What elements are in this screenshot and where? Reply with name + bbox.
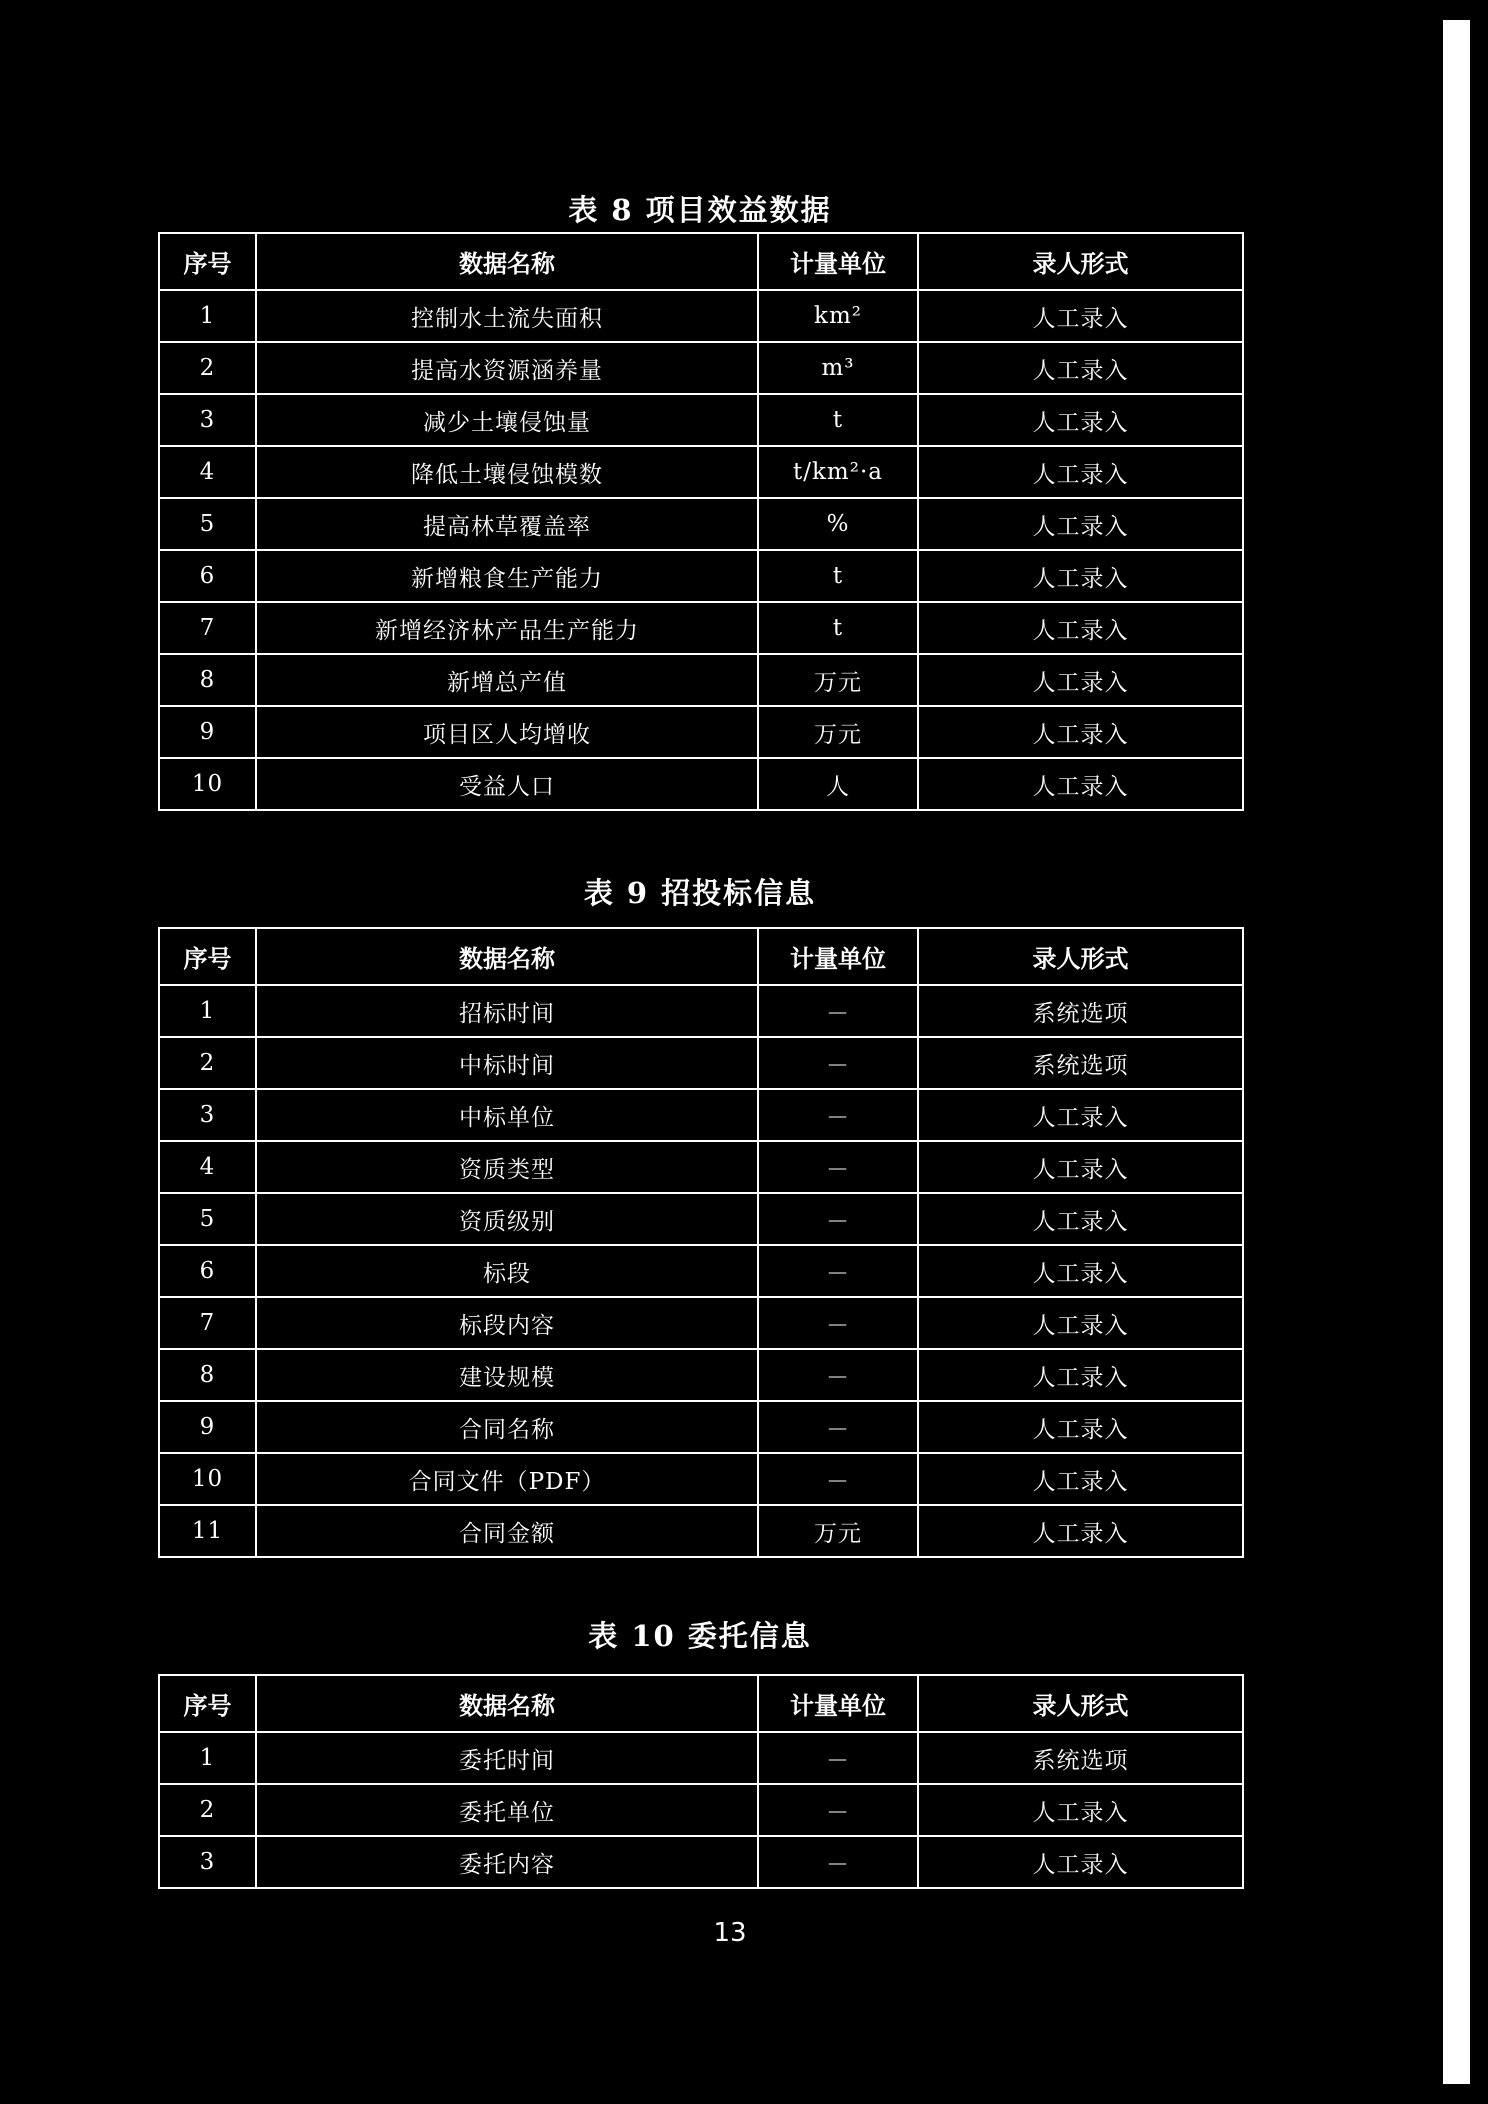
header-index: 序号	[159, 928, 256, 985]
cell-name: 新增总产值	[256, 654, 758, 706]
header-data-name: 数据名称	[256, 1675, 758, 1732]
cell-unit: －	[758, 1245, 918, 1297]
cell-form: 人工录入	[918, 394, 1243, 446]
table-row	[159, 446, 1243, 498]
table-row	[159, 342, 1243, 394]
cell-name: 合同名称	[256, 1401, 758, 1453]
cell-name: 标段	[256, 1245, 758, 1297]
cell-form: 系统选项	[918, 1037, 1243, 1089]
table-row	[159, 654, 1243, 706]
cell-unit: －	[758, 1193, 918, 1245]
table-row	[159, 550, 1243, 602]
scan-edge-bar	[1443, 20, 1470, 2084]
cell-form: 人工录入	[918, 342, 1243, 394]
table9-caption: 表 9 招投标信息	[583, 876, 817, 910]
header-data-name: 数据名称	[256, 233, 758, 290]
cell-form: 人工录入	[918, 290, 1243, 342]
cell-unit: km²	[758, 290, 918, 342]
cell-unit: －	[758, 1453, 918, 1505]
table-row	[159, 1505, 1243, 1557]
table-row	[159, 1297, 1243, 1349]
table-row	[159, 1245, 1243, 1297]
cell-unit: －	[758, 1037, 918, 1089]
header-data-name: 数据名称	[256, 928, 758, 985]
table-row	[159, 498, 1243, 550]
cell-unit: 人	[758, 758, 918, 810]
cell-index: 4	[159, 446, 256, 498]
table9	[158, 927, 1244, 1558]
cell-name: 受益人口	[256, 758, 758, 810]
cell-unit: －	[758, 1089, 918, 1141]
table-row	[159, 706, 1243, 758]
header-unit: 计量单位	[758, 233, 918, 290]
cell-unit: 万元	[758, 1505, 918, 1557]
cell-name: 新增经济林产品生产能力	[256, 602, 758, 654]
cell-index: 6	[159, 550, 256, 602]
cell-form: 系统选项	[918, 985, 1243, 1037]
table-row	[159, 1037, 1243, 1089]
header-index: 序号	[159, 233, 256, 290]
cell-name: 委托单位	[256, 1784, 758, 1836]
header-unit: 计量单位	[758, 928, 918, 985]
cell-index: 2	[159, 342, 256, 394]
cell-index: 7	[159, 1297, 256, 1349]
page-number: 13	[713, 1918, 747, 1948]
cell-form: 人工录入	[918, 1089, 1243, 1141]
cell-form: 人工录入	[918, 1836, 1243, 1888]
cell-name: 提高水资源涵养量	[256, 342, 758, 394]
cell-index: 1	[159, 290, 256, 342]
table-row	[159, 394, 1243, 446]
header-unit: 计量单位	[758, 1675, 918, 1732]
cell-unit: －	[758, 1349, 918, 1401]
cell-index: 9	[159, 706, 256, 758]
table-row	[159, 1453, 1243, 1505]
table-row	[159, 1193, 1243, 1245]
cell-form: 人工录入	[918, 1505, 1243, 1557]
table-row	[159, 602, 1243, 654]
table8-caption: 表 8 项目效益数据	[568, 193, 832, 227]
cell-unit: －	[758, 1401, 918, 1453]
cell-form: 系统选项	[918, 1732, 1243, 1784]
cell-index: 3	[159, 1089, 256, 1141]
cell-index: 9	[159, 1401, 256, 1453]
cell-unit: －	[758, 1784, 918, 1836]
cell-unit: －	[758, 1732, 918, 1784]
cell-index: 1	[159, 985, 256, 1037]
table-row	[159, 758, 1243, 810]
cell-unit: t	[758, 550, 918, 602]
header-index: 序号	[159, 1675, 256, 1732]
cell-unit: －	[758, 1141, 918, 1193]
cell-form: 人工录入	[918, 1349, 1243, 1401]
header-entry-form: 录人形式	[918, 1675, 1243, 1732]
table-row	[159, 985, 1243, 1037]
table10-header-row	[159, 1675, 1243, 1732]
cell-unit: －	[758, 1297, 918, 1349]
cell-unit: t/km²·a	[758, 446, 918, 498]
cell-form: 人工录入	[918, 1297, 1243, 1349]
table-row	[159, 1141, 1243, 1193]
cell-name: 委托内容	[256, 1836, 758, 1888]
table-row	[159, 1784, 1243, 1836]
header-entry-form: 录人形式	[918, 928, 1243, 985]
cell-form: 人工录入	[918, 498, 1243, 550]
cell-name: 中标时间	[256, 1037, 758, 1089]
cell-index: 2	[159, 1784, 256, 1836]
cell-form: 人工录入	[918, 706, 1243, 758]
cell-name: 减少土壤侵蚀量	[256, 394, 758, 446]
cell-unit: t	[758, 394, 918, 446]
cell-name: 委托时间	[256, 1732, 758, 1784]
cell-name: 中标单位	[256, 1089, 758, 1141]
cell-index: 6	[159, 1245, 256, 1297]
cell-form: 人工录入	[918, 1453, 1243, 1505]
table-row	[159, 1089, 1243, 1141]
table9-header-row	[159, 928, 1243, 985]
table-row	[159, 1732, 1243, 1784]
cell-name: 资质级别	[256, 1193, 758, 1245]
cell-unit: －	[758, 1836, 918, 1888]
cell-unit: %	[758, 498, 918, 550]
cell-index: 3	[159, 1836, 256, 1888]
cell-index: 4	[159, 1141, 256, 1193]
table10	[158, 1674, 1244, 1889]
cell-index: 1	[159, 1732, 256, 1784]
cell-index: 2	[159, 1037, 256, 1089]
cell-name: 合同文件（PDF）	[256, 1453, 758, 1505]
cell-index: 11	[159, 1505, 256, 1557]
table-row	[159, 1401, 1243, 1453]
cell-name: 提高林草覆盖率	[256, 498, 758, 550]
cell-form: 人工录入	[918, 550, 1243, 602]
table8	[158, 232, 1244, 811]
cell-unit: －	[758, 985, 918, 1037]
cell-form: 人工录入	[918, 654, 1243, 706]
cell-index: 8	[159, 654, 256, 706]
cell-index: 10	[159, 1453, 256, 1505]
cell-name: 项目区人均增收	[256, 706, 758, 758]
cell-unit: m³	[758, 342, 918, 394]
cell-index: 10	[159, 758, 256, 810]
cell-name: 招标时间	[256, 985, 758, 1037]
cell-name: 降低土壤侵蚀模数	[256, 446, 758, 498]
cell-form: 人工录入	[918, 758, 1243, 810]
table-row	[159, 290, 1243, 342]
cell-unit: t	[758, 602, 918, 654]
cell-name: 新增粮食生产能力	[256, 550, 758, 602]
table8-header-row	[159, 233, 1243, 290]
cell-index: 5	[159, 1193, 256, 1245]
cell-form: 人工录入	[918, 1784, 1243, 1836]
cell-form: 人工录入	[918, 1193, 1243, 1245]
cell-index: 7	[159, 602, 256, 654]
table10-caption: 表 10 委托信息	[588, 1619, 812, 1653]
cell-index: 5	[159, 498, 256, 550]
cell-unit: 万元	[758, 654, 918, 706]
cell-name: 合同金额	[256, 1505, 758, 1557]
cell-name: 资质类型	[256, 1141, 758, 1193]
cell-form: 人工录入	[918, 1141, 1243, 1193]
cell-index: 3	[159, 394, 256, 446]
cell-form: 人工录入	[918, 1401, 1243, 1453]
table-row	[159, 1836, 1243, 1888]
cell-form: 人工录入	[918, 446, 1243, 498]
cell-index: 8	[159, 1349, 256, 1401]
cell-name: 建设规模	[256, 1349, 758, 1401]
cell-name: 控制水土流失面积	[256, 290, 758, 342]
cell-name: 标段内容	[256, 1297, 758, 1349]
header-entry-form: 录人形式	[918, 233, 1243, 290]
cell-form: 人工录入	[918, 602, 1243, 654]
cell-unit: 万元	[758, 706, 918, 758]
table-row	[159, 1349, 1243, 1401]
cell-form: 人工录入	[918, 1245, 1243, 1297]
